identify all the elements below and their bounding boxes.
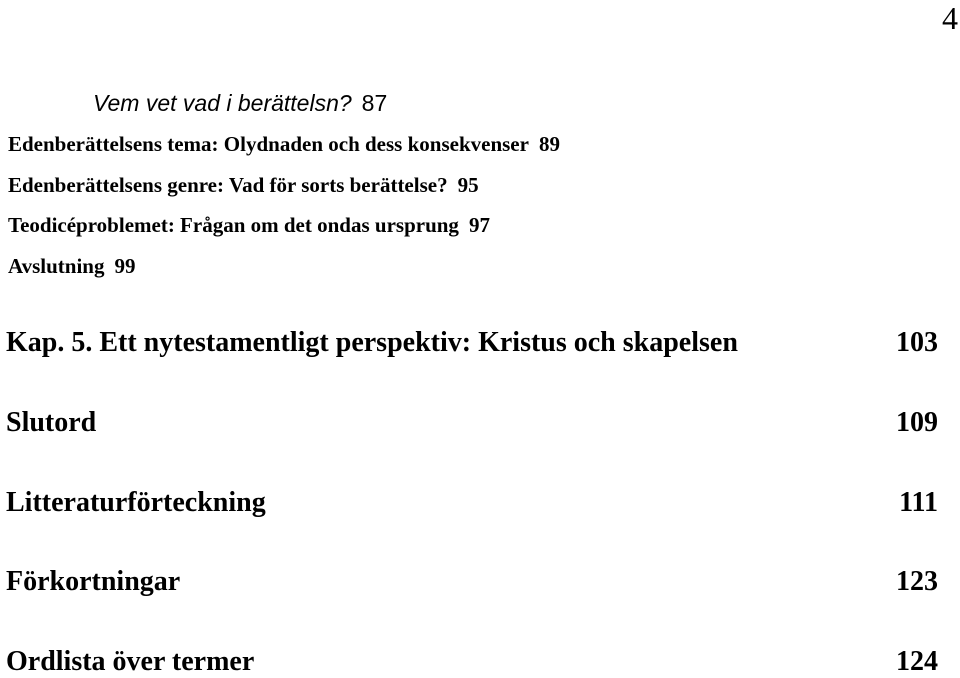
toc-entry[interactable]	[8, 213, 490, 238]
toc-entry[interactable]	[8, 254, 135, 279]
toc-entry-page: 124	[896, 646, 938, 677]
toc-entry-page: 111	[899, 487, 938, 518]
toc-entry-page: 97	[468, 213, 490, 237]
toc-entry-title: Kap. 5. Ett nytestamentligt perspektiv: Kristus och skapelsen	[6, 327, 738, 358]
toc-entry-title: Förkortningar	[6, 566, 181, 597]
toc-entry-page: 95	[457, 173, 479, 197]
toc-entry-title: Ordlista över termer	[6, 646, 255, 677]
toc-entry-page: 109	[896, 407, 938, 438]
page-number: 4	[942, 0, 958, 36]
toc-entry-title: Avslutning	[8, 254, 105, 278]
toc-entry-title: Slutord	[6, 407, 97, 438]
toc-entry-title: Vem vet vad i berättelsn?	[93, 90, 352, 116]
toc-chapter-entry[interactable]	[6, 487, 938, 519]
toc-entry-page: 87	[361, 90, 388, 116]
toc-entry-page: 103	[896, 327, 938, 358]
toc-entry[interactable]	[8, 132, 560, 157]
toc-entry-title: Litteraturförteckning	[6, 487, 266, 518]
toc-entry[interactable]	[93, 90, 387, 117]
toc-chapter-entry[interactable]	[6, 327, 938, 359]
toc-chapter-entry[interactable]	[6, 646, 938, 678]
toc-entry-page: 89	[538, 132, 560, 156]
toc-chapter-entry[interactable]	[6, 407, 938, 439]
toc-entry-page: 123	[896, 566, 938, 597]
toc-entry-title: Edenberättelsens tema: Olydnaden och dess konsekvenser	[8, 132, 529, 156]
toc-chapter-entry[interactable]	[6, 566, 938, 598]
toc-entry-title: Edenberättelsens genre: Vad för sorts berättelse?	[8, 173, 448, 197]
toc-entry-page: 99	[114, 254, 136, 278]
toc-entry[interactable]	[8, 173, 479, 198]
toc-entry-title: Teodicéproblemet: Frågan om det ondas ursprung	[8, 213, 459, 237]
